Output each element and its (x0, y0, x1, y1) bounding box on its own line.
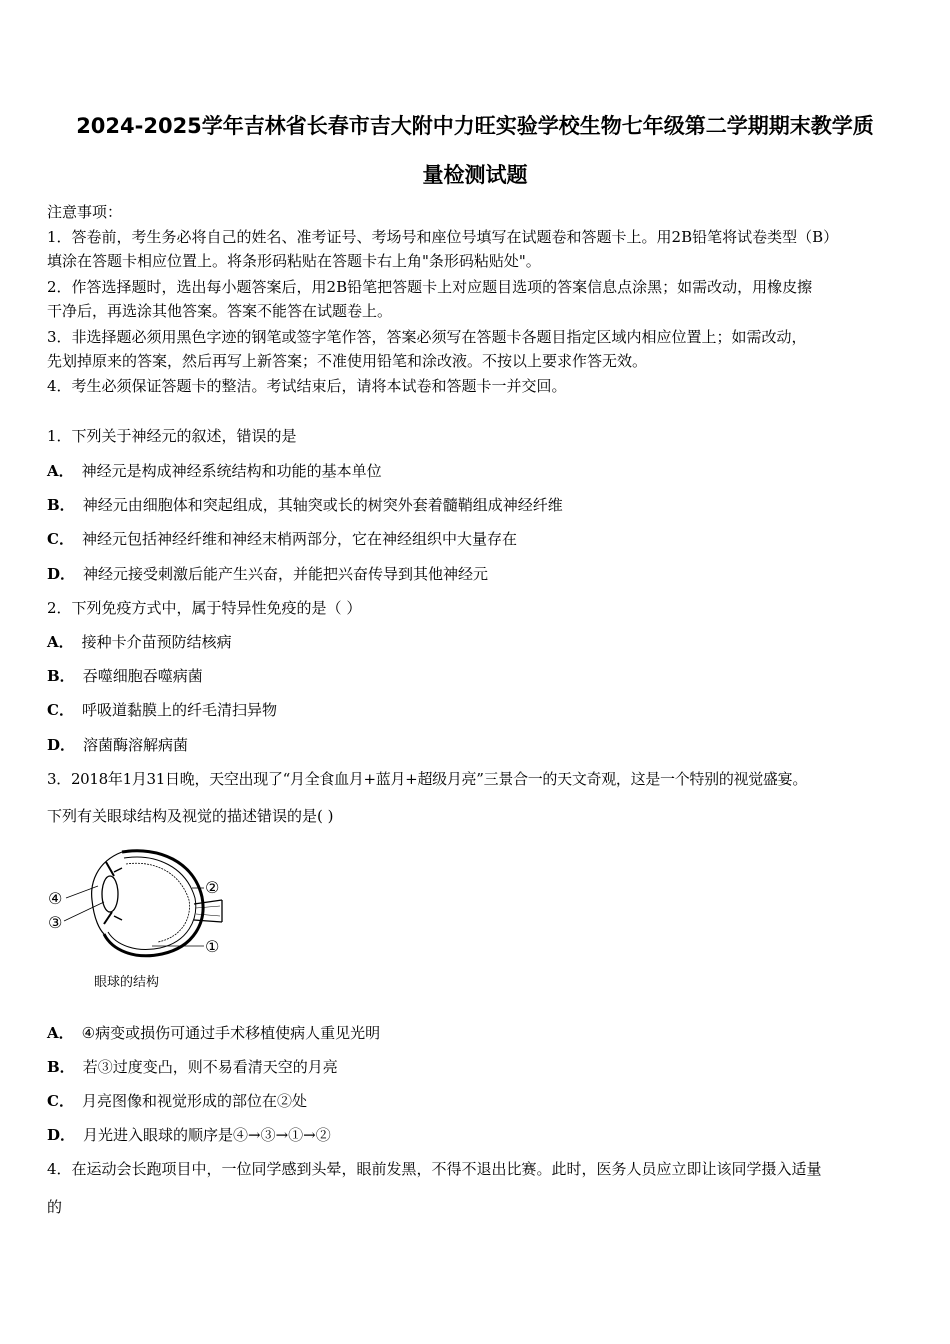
page-title-line-1: 2024-2025学年吉林省长春市吉大附中力旺实验学校生物七年级第二学期期末教学质 (76, 114, 874, 138)
label-3: ③ (48, 913, 63, 932)
question-3-option-a: A． ④病变或损伤可通过手术移植使病人重见光明 (47, 1024, 381, 1042)
label-1: ① (205, 937, 220, 956)
question-1-option-b: B． 神经元由细胞体和突起组成，其轴突或长的树突外套着髓鞘组成神经纤维 (47, 496, 563, 514)
notice-line: 填涂在答题卡相应位置上。将条形码粘贴在答题卡右上角"条形码粘贴处"。 (47, 252, 541, 270)
notice-line: 4．考生必须保证答题卡的整洁。考试结束后，请将本试卷和答题卡一并交回。 (47, 377, 567, 395)
question-1-stem: 1．下列关于神经元的叙述，错误的是 (47, 427, 297, 445)
label-3-leader (64, 902, 104, 921)
question-3-stem-line-1: 3．2018年1月31日晚，天空出现了“月全食血月+蓝月+超级月亮”三景合一的天文奇观，这是一个特别的视觉盛宴。 (47, 770, 808, 788)
question-2-option-c: C． 呼吸道黏膜上的纤毛清扫异物 (47, 701, 277, 719)
question-4-stem-line-2: 的 (47, 1198, 63, 1216)
question-3-option-d: D． 月光进入眼球的顺序是④→③→①→② (47, 1126, 331, 1144)
optic-nerve-fibers (196, 906, 220, 916)
retina-shape (126, 863, 190, 942)
notice-line: 先划掉原来的答案，然后再写上新答案；不准使用铅笔和涂改液。不按以上要求作答无效。 (47, 352, 648, 370)
question-2-stem: 2．下列免疫方式中，属于特异性免疫的是（ ） (47, 599, 362, 617)
label-2: ② (205, 878, 220, 897)
question-1-option-d: D． 神经元接受刺激后能产生兴奋，并能把兴奋传导到其他神经元 (47, 565, 489, 583)
label-4: ④ (48, 889, 63, 908)
question-2-option-b: B． 吞噬细胞吞噬病菌 (47, 667, 203, 685)
notice-heading: 注意事项： (47, 203, 123, 221)
sclera-shape (104, 851, 203, 956)
lens-shape (102, 876, 118, 912)
figure-caption: 眼球的结构 (94, 975, 160, 990)
question-2-option-a: A． 接种卡介苗预防结核病 (47, 633, 232, 651)
question-3-stem-line-2: 下列有关眼球结构及视觉的描述错误的是( ) (47, 807, 334, 825)
question-3-option-c: C． 月亮图像和视觉形成的部位在②处 (47, 1092, 307, 1110)
question-2-option-d: D． 溶菌酶溶解病菌 (47, 736, 189, 754)
label-4-leader (66, 886, 98, 898)
choroid-shape (108, 857, 196, 949)
question-1-option-c: C． 神经元包括神经纤维和神经末梢两部分，它在神经组织中大量存在 (47, 530, 517, 548)
page-title-line-2: 量检测试题 (422, 163, 528, 187)
question-1-option-a: A． 神经元是构成神经系统结构和功能的基本单位 (47, 462, 382, 480)
notice-line: 1．答卷前，考生务必将自己的姓名、准考证号、考场号和座位号填写在试题卷和答题卡上。用2B铅笔将试卷类型（B） (47, 228, 839, 246)
question-4-stem-line-1: 4．在运动会长跑项目中，一位同学感到头晕，眼前发黑，不得不退出比赛。此时，医务人员应立即让该同学摄入适量 (47, 1160, 822, 1178)
optic-nerve-shape (194, 900, 222, 922)
notice-line: 干净后，再选涂其他答案。答案不能答在试题卷上。 (47, 302, 393, 320)
question-3-option-b: B． 若③过度变凸，则不易看清天空的月亮 (47, 1058, 338, 1076)
notice-line: 2．作答选择题时，选出每小题答案后，用2B铅笔把答题卡上对应题目选项的答案信息点涂黑；如需改动，用橡皮擦 (47, 278, 813, 296)
notice-line: 3．非选择题必须用黑色字迹的钢笔或签字笔作答，答案必须写在答题卡各题目指定区域内相应位置上；如需改动， (47, 328, 807, 346)
